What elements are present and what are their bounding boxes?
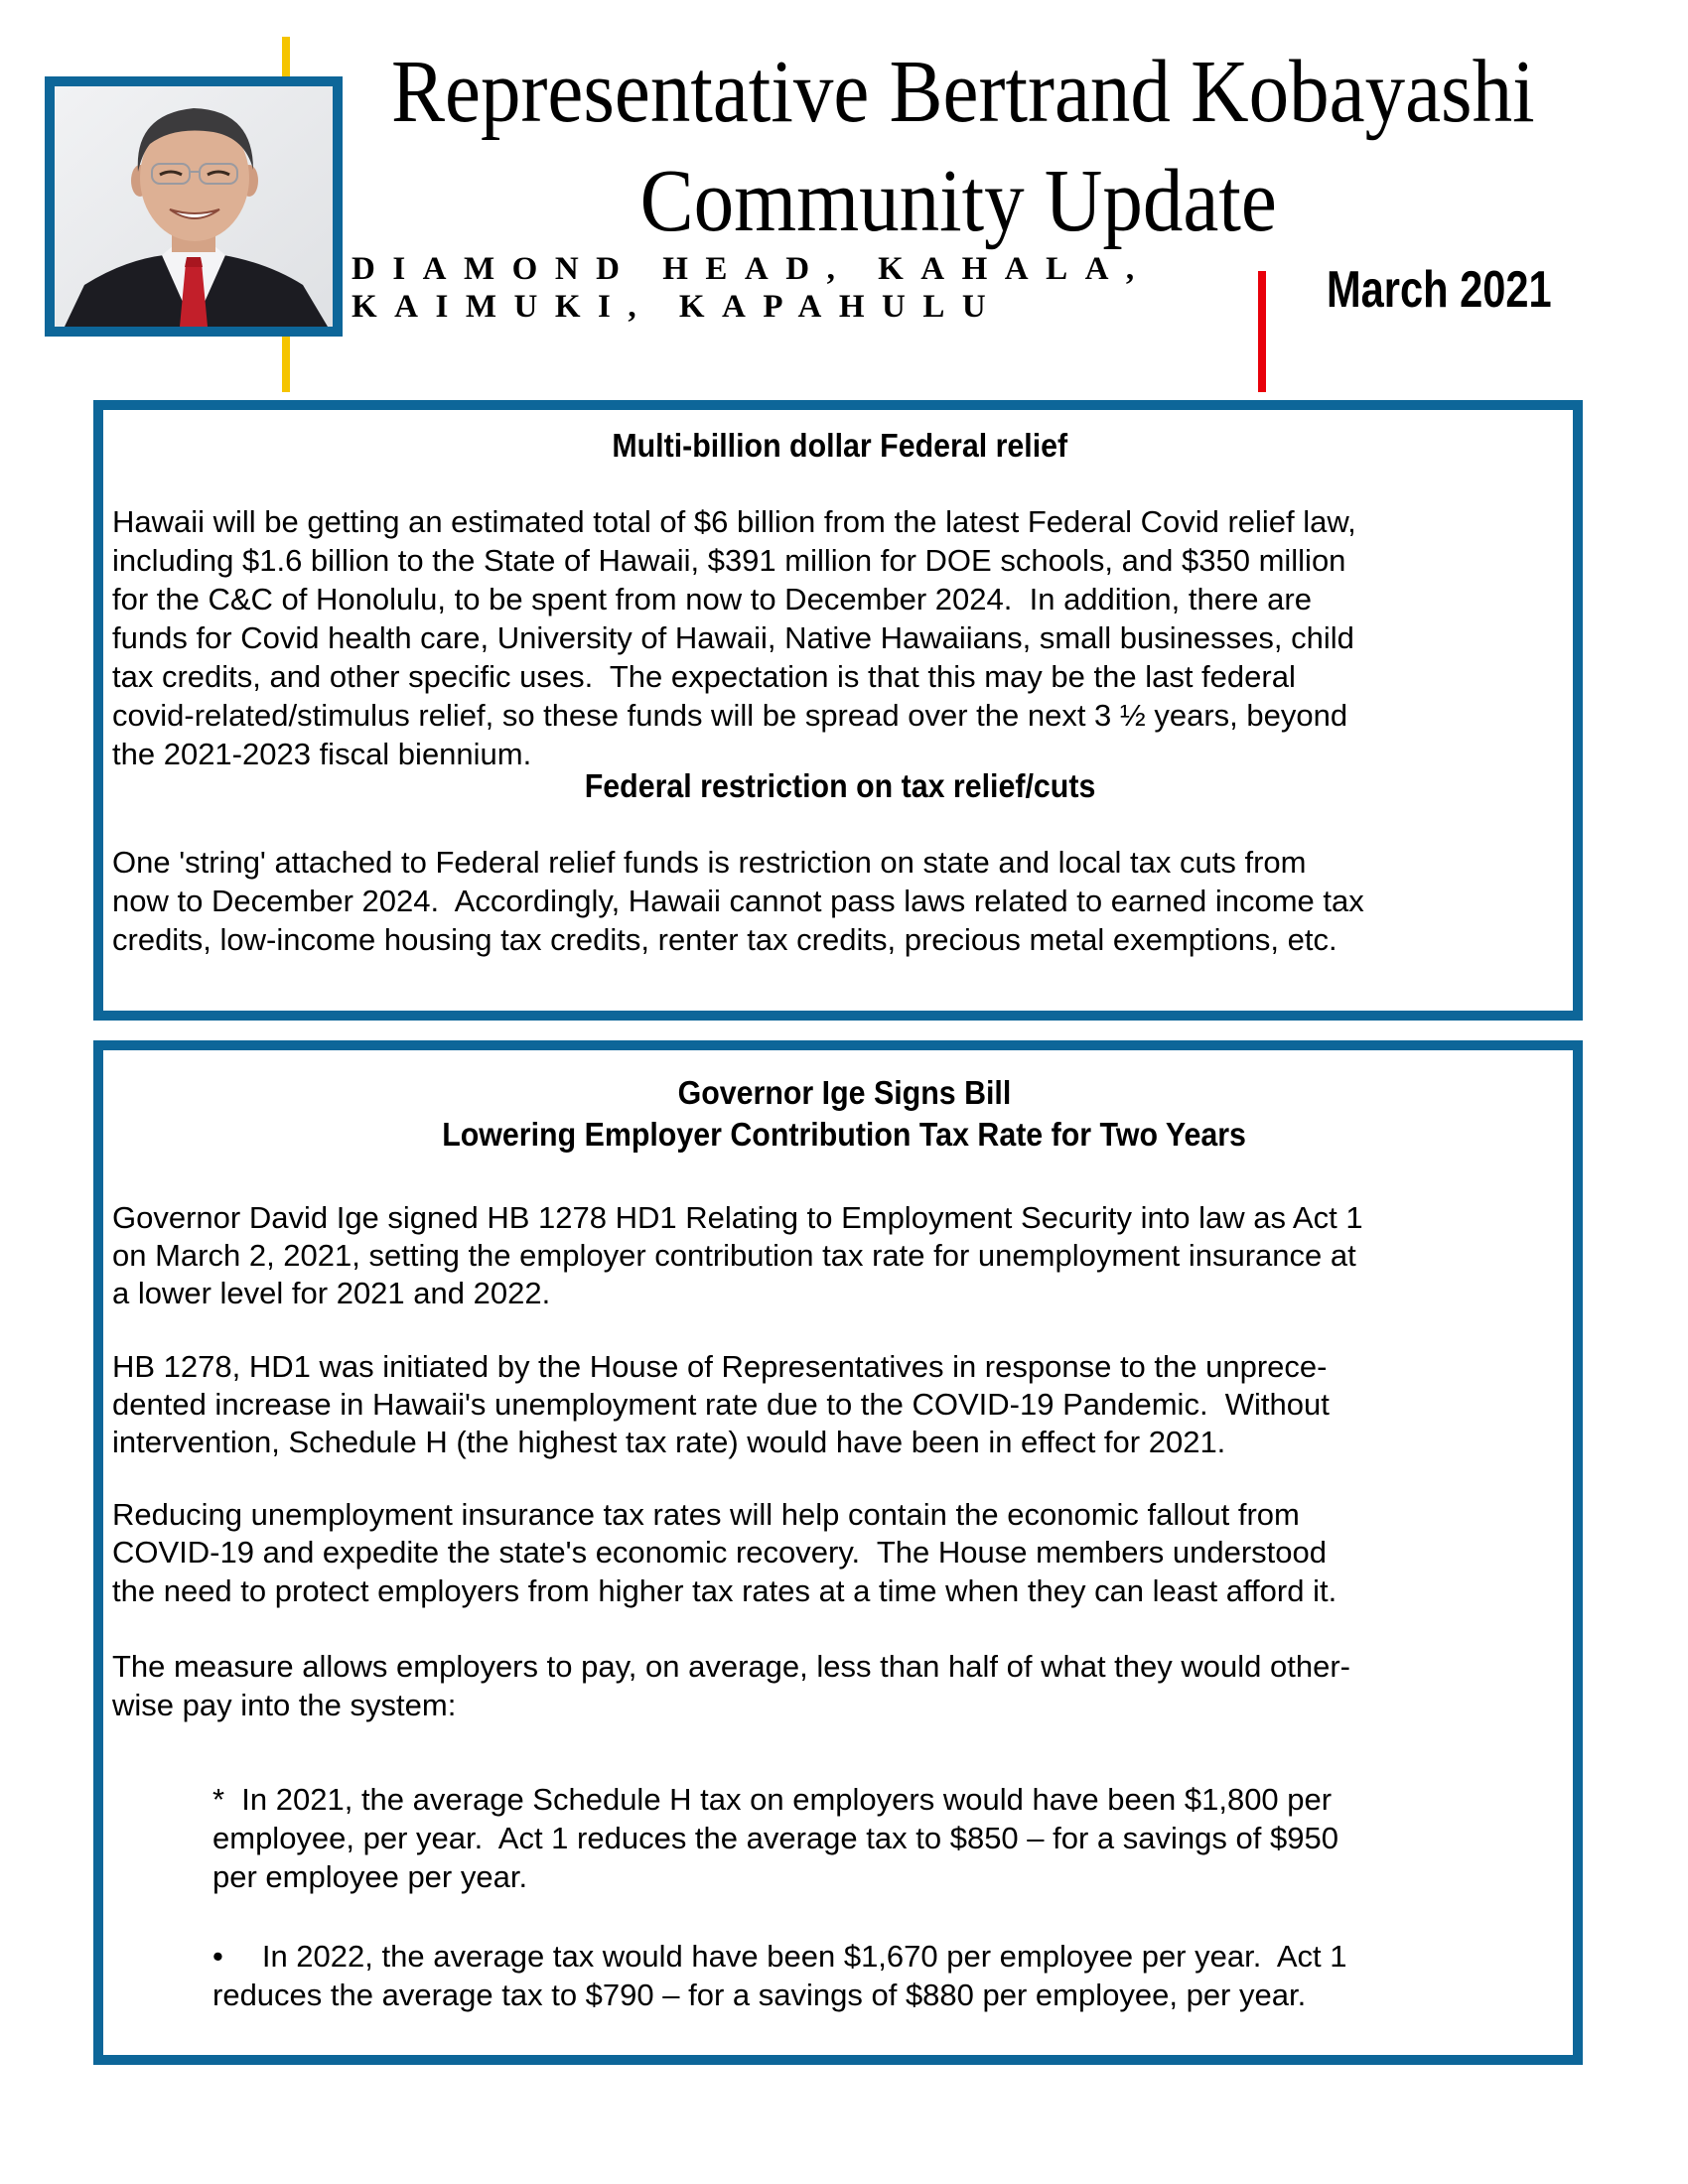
tax-restriction-line: now to December 2024. Accordingly, Hawaii cannot pass laws related to earned income tax xyxy=(112,884,1364,918)
bullet-2021-line: per employee per year. xyxy=(212,1859,528,1894)
governor-heading-line-1 xyxy=(0,1076,1688,1109)
newsletter-title xyxy=(328,43,1589,141)
federal-relief-heading-text: Multi-billion dollar Federal relief xyxy=(612,427,1076,464)
governor-paragraph-3-line: COVID-19 and expedite the state's economic recovery. The House members understood xyxy=(112,1535,1328,1570)
governor-paragraph-4-line: wise pay into the system: xyxy=(112,1688,457,1722)
tax-restriction-heading xyxy=(0,769,1688,802)
bullet-2022-line: In 2022, the average tax would have been $1,670 per employee per year. Act 1 xyxy=(236,1939,1347,1974)
federal-relief-line: for the C&C of Honolulu, to be spent from now to December 2024. In addition, there are xyxy=(112,582,1312,616)
federal-relief-line: funds for Covid health care, University of Hawaii, Native Hawaiians, small businesses, child xyxy=(112,620,1354,655)
governor-paragraph-4-line: The measure allows employers to pay, on average, less than half of what they would other- xyxy=(112,1649,1350,1684)
issue-date xyxy=(1327,261,1608,319)
issue-date-text: March 2021 xyxy=(1327,261,1552,319)
governor-paragraph-2-line: dented increase in Hawaii's unemployment rate due to the COVID-19 Pandemic. Without xyxy=(112,1387,1330,1422)
governor-paragraph-3-line: the need to protect employers from higher tax rates at a time when they can least afford it. xyxy=(112,1573,1337,1608)
governor-heading-line-1-text: Governor Ige Signs Bill xyxy=(677,1074,1011,1111)
governor-heading-line-2 xyxy=(0,1118,1688,1151)
federal-relief-line: covid-related/stimulus relief, so these funds will be spread over the next 3 ½ years, beyond xyxy=(112,698,1348,733)
federal-relief-line: the 2021-2023 fiscal biennium. xyxy=(112,737,532,771)
district-line-2: KAIMUKI, KAPAHULU xyxy=(352,289,1004,325)
bullet-2021-line: * In 2021, the average Schedule H tax on employers would have been $1,800 per xyxy=(212,1782,1333,1817)
bullet-2022-line: reduces the average tax to $790 – for a savings of $880 per employee, per year. xyxy=(212,1978,1307,2012)
red-accent-line xyxy=(1258,271,1266,392)
federal-relief-line: tax credits, and other specific uses. The expectation is that this may be the last federal xyxy=(112,659,1296,694)
governor-paragraph-1-line: Governor David Ige signed HB 1278 HD1 Relating to Employment Security into law as Act 1 xyxy=(112,1200,1363,1235)
representative-photo xyxy=(45,76,343,337)
bullet-2021-line: employee, per year. Act 1 reduces the average tax to $850 – for a savings of $950 xyxy=(212,1821,1338,1855)
governor-paragraph-2-line: intervention, Schedule H (the highest tax rate) would have been in effect for 2021. xyxy=(112,1425,1226,1459)
portrait-image xyxy=(55,86,333,327)
governor-heading-line-2-text: Lowering Employer Contribution Tax Rate for Two Years xyxy=(442,1116,1246,1153)
title-line-1: Representative Bertrand Kobayashi xyxy=(390,43,1535,141)
bullet-2022-marker: • xyxy=(212,1939,223,1974)
newsletter-subtitle xyxy=(328,152,1589,250)
district-line-1: DIAMOND HEAD, KAHALA, xyxy=(352,251,1152,287)
tax-restriction-line: credits, low-income housing tax credits, renter tax credits, precious metal exemptions, etc. xyxy=(112,922,1337,957)
governor-paragraph-1-line: on March 2, 2021, setting the employer contribution tax rate for unemployment insurance at xyxy=(112,1238,1356,1273)
federal-relief-heading xyxy=(0,429,1688,462)
tax-restriction-line: One 'string' attached to Federal relief funds is restriction on state and local tax cuts from xyxy=(112,845,1307,880)
federal-relief-line: Hawaii will be getting an estimated total of $6 billion from the latest Federal Covid relief law, xyxy=(112,504,1356,539)
governor-paragraph-2-line: HB 1278, HD1 was initiated by the House of Representatives in response to the unprece- xyxy=(112,1349,1328,1384)
federal-relief-line: including $1.6 billion to the State of Hawaii, $391 million for DOE schools, and $350 million xyxy=(112,543,1346,578)
governor-paragraph-1-line: a lower level for 2021 and 2022. xyxy=(112,1276,551,1310)
governor-paragraph-3-line: Reducing unemployment insurance tax rates will help contain the economic fallout from xyxy=(112,1497,1300,1532)
title-line-2: Community Update xyxy=(639,152,1277,250)
tax-restriction-heading-text: Federal restriction on tax relief/cuts xyxy=(584,767,1104,804)
